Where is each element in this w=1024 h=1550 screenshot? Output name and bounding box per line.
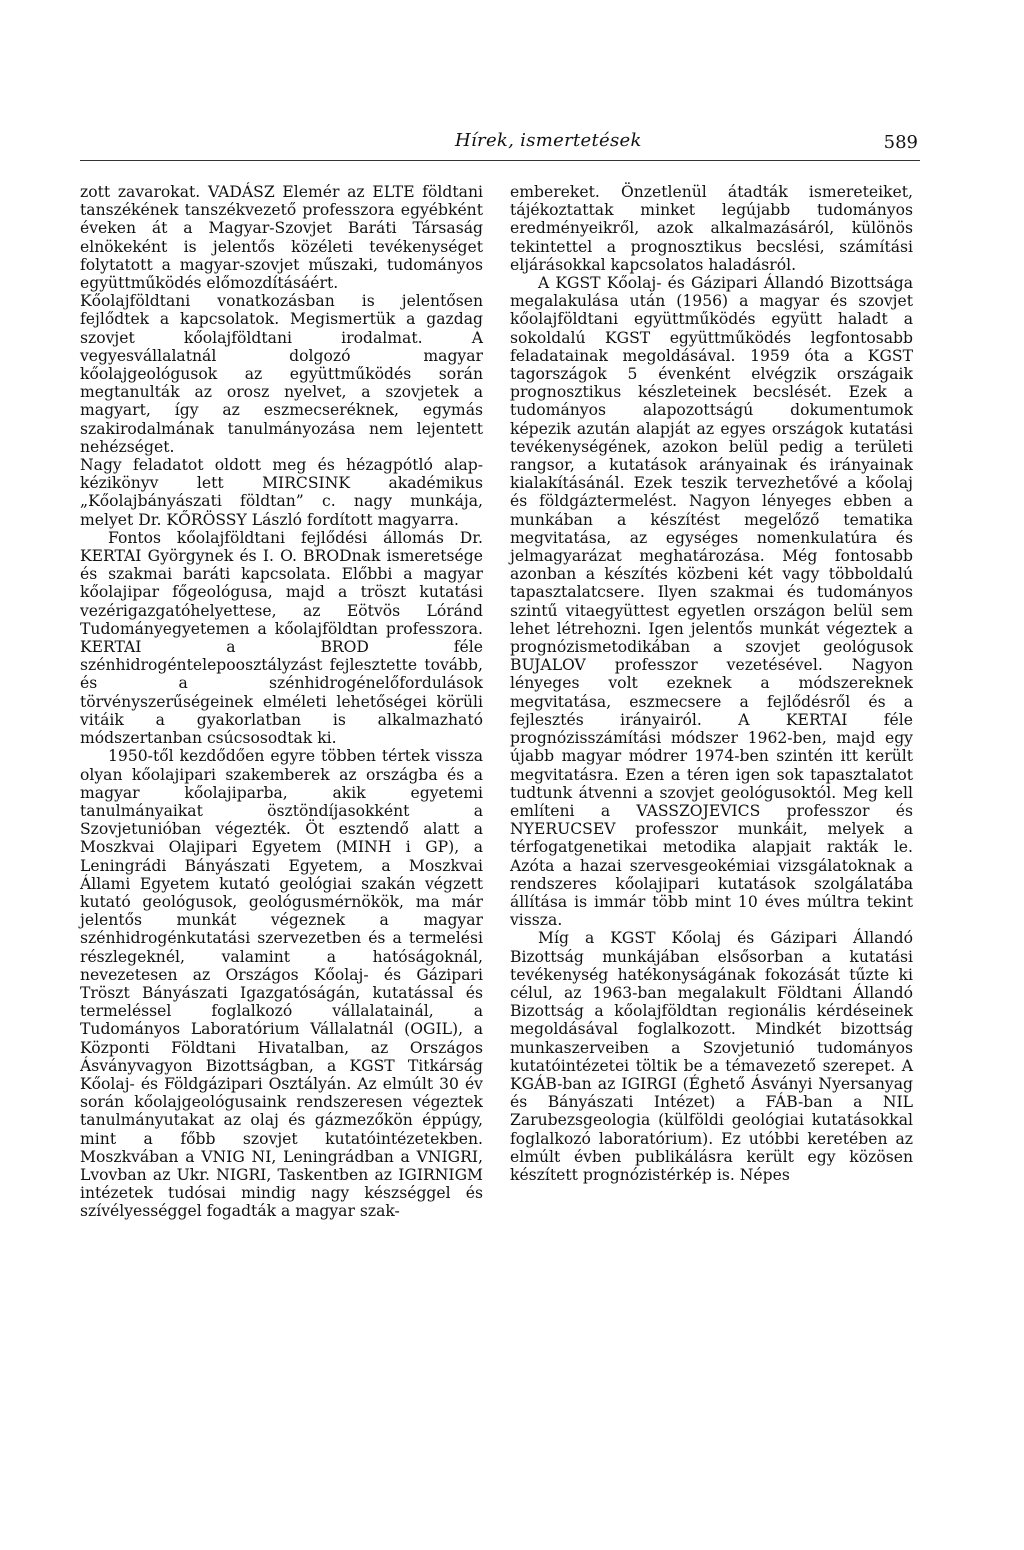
running-header — [80, 126, 920, 160]
paragraph: Míg a KGST Kőolaj és Gázipari Állandó Bizottság munkájában elsősorban a kutatási tevékenység hatékonyságának fokozását tűzte ki célul, az 1963-ban megalakult Földtani Állandó Bizottság a kőolajföldtan regionális kérdéseinek megoldásával foglalkozott. Mindkét bizottság munkaszerveiben a Szovjetunió tudományos kutatóintézetei töltik be a témavezető szerepet. A KGÁB-ban az IGIRGI (Éghető Ásványi Nyersanyag és Bányászati Intézet) a FÁB-ban a NIL Zarubezsgeologia (külföldi geológiai kutatásokkal foglalkozó laboratórium). Ez utóbbi keretében az elmúlt évben publikálásra került egy közösen készített prognózistérkép is. Népes — [510, 929, 913, 1184]
paragraph: Fontos kőolajföldtani fejlődési állomás Dr. KERTAI Györgynek és I. O. BRODnak ismeretsége és szakmai baráti kapcsolata. Előbbi a magyar kőolajipar főgeológusa, majd a tröszt kutatási vezérigazgatóhelyettese, az Eötvös Lóránd Tudományegyetemen a kőolajföldtan professzora. KERTAI a BROD féle szénhidrogéntelepoosztályzást fejlesztette tovább, és a szénhidrogénelőfordulások törvényszerűségeinek elméleti lehetőségei körüli vitáik a gyakorlatban is alkalmazható módszertanban csúcsosodtak ki. — [80, 528, 483, 748]
right-column — [510, 183, 913, 1184]
paragraph: zott zavarokat. VADÁSZ Elemér az ELTE földtani tanszékének tanszékvezető professzora egyébként éveken át a Magyar-Szovjet Baráti Társaság elnökeként is jelentős közéleti tevékenységet folytatott a magyar-szovjet műszaki, tudományos együttműködés előmozdításáért. — [80, 183, 483, 293]
paragraph: A KGST Kőolaj- és Gázipari Állandó Bizottsága megalakulása után (1956) a magyar és szovjet kőolajföldtani együttműködés együtt haladt a sokoldalú KGST együttműködés legfontosabb feladatainak megoldásával. 1959 óta a KGST tagországok 5 évenként elvégzik országaik prognosztikus készleteinek becslését. Ezek a tudományos alapozottságú dokumentumok képezik azután alapját az egyes országok kutatási tevékenységének, azokon belül pedig a területi rangsor, a kutatások arányainak és irányainak kialakításánál. Ezek teszik tervezhetővé a kőolaj és földgáztermelést. Nagyon lényeges ebben a munkában a készítést megelőző tematika megvitatása, az egységes nomenkulatúra és jelmagyarázat meghatározása. Még fontosabb azonban a készítés közbeni két vagy többoldalú tapasztalatcsere. Ilyen szakmai és tudományos szintű vitaegyüttest egyetlen országon belül sem lehet létrehozni. Igen jelentős munkát végeztek a prognózismetodikában a szovjet geológusok BUJALOV professzor vezetésével. Nagyon lényeges volt ezeknek a módszereknek megvitatása, eszmecsere a fejlődésről és a fejlesztés irányairól. A KERTAI féle prognózisszámítási módszer 1962-ben, majd egy újabb magyar módrer 1974-ben szintén itt került megvitatásra. Ezen a téren igen sok tapasztalatot tudtunk átvenni a szovjet geológusoktól. Meg kell említeni a VASSZOJEVICS professzor és NYERUCSEV professzor munkáit, melyek a térfogatgenetikai metodika alapjait rakták le. Azóta a hazai szervesgeokémiai vizsgálatoknak a rendszeres kőolajipari kutatások szolgálatába állítása is immár több mint 10 éves múltra tekint vissza. — [510, 274, 913, 930]
paragraph: embereket. Önzetlenül átadták ismereteiket, tájékoztattak minket legújabb tudományos eredményeikről, azok alkalmazásáról, különös tekintettel a prognosztikus becslési, számítási eljárásokkal kapcsolatos haladásról. — [510, 183, 913, 274]
running-title: Hírek, ismertetések — [455, 130, 642, 151]
paragraph: 1950-től kezdődően egyre többen tértek vissza olyan kőolajipari szakemberek az országba és a magyar kőolajiparba, akik egyetemi tanulmányaikat ösztöndíjasokként a Szovjetunióban végezték. Öt esztendő alatt a Moszkvai Olajipari Egyetem (MINH i GP), a Leningrádi Bányászati Egyetem, a Moszkvai Állami Egyetem kutató geológiai szakán végzett kutató geológusok, geológusmérnökök, ma már jelentős munkát végeznek a magyar szénhidrogénkutatási szervezetben és a termelési részlegeknél, valamint a hatóságoknál, nevezetesen az Országos Kőolaj- és Gázipari Tröszt Bányászati Igazgatóságán, kutatással és termeléssel foglalkozó vállalatainál, a Tudományos Laboratórium Vállalatnál (OGIL), a Központi Földtani Hivatalban, az Országos Ásványvagyon Bizottságban, a KGST Titkárság Kőolaj- és Földgázipari Osztályán. Az elmúlt 30 év során kőolajgeológusaink rendszeresen végeztek tanulmányutakat az olaj és gázmezőkön éppúgy, mint a főbb szovjet kutatóintézetekben. Moszkvában a VNIG NI, Leningrádban a VNIGRI, Lvovban az Ukr. NIGRI, Taskentben az IGIRNIGM intézetek tudósai mindig nagy készséggel és szívélyességgel fogadták a magyar szak- — [80, 747, 483, 1221]
header-rule — [80, 160, 920, 161]
page-number: 589 — [883, 132, 918, 153]
paragraph: Nagy feladatot oldott meg és hézagpótló alap-kézikönyv lett MIRCSINK akadémikus „Kőolajbányászati földtan” c. nagy munkája, melyet Dr. KŐRÖSSY László fordított magyarra. — [80, 456, 483, 529]
left-column — [80, 183, 483, 1221]
paragraph: Kőolajföldtani vonatkozásban is jelentősen fejlődtek a kapcsolatok. Megismertük a gazdag szovjet kőolajföldtani irodalmat. A vegyesvállalatnál dolgozó magyar kőolajgeológusok az együttműködés során megtanulták az orosz nyelvet, a szovjetek a magyart, így az eszmecseréknek, egymás szakirodalmának tanulmányozása nem lejentett nehézséget. — [80, 292, 483, 456]
